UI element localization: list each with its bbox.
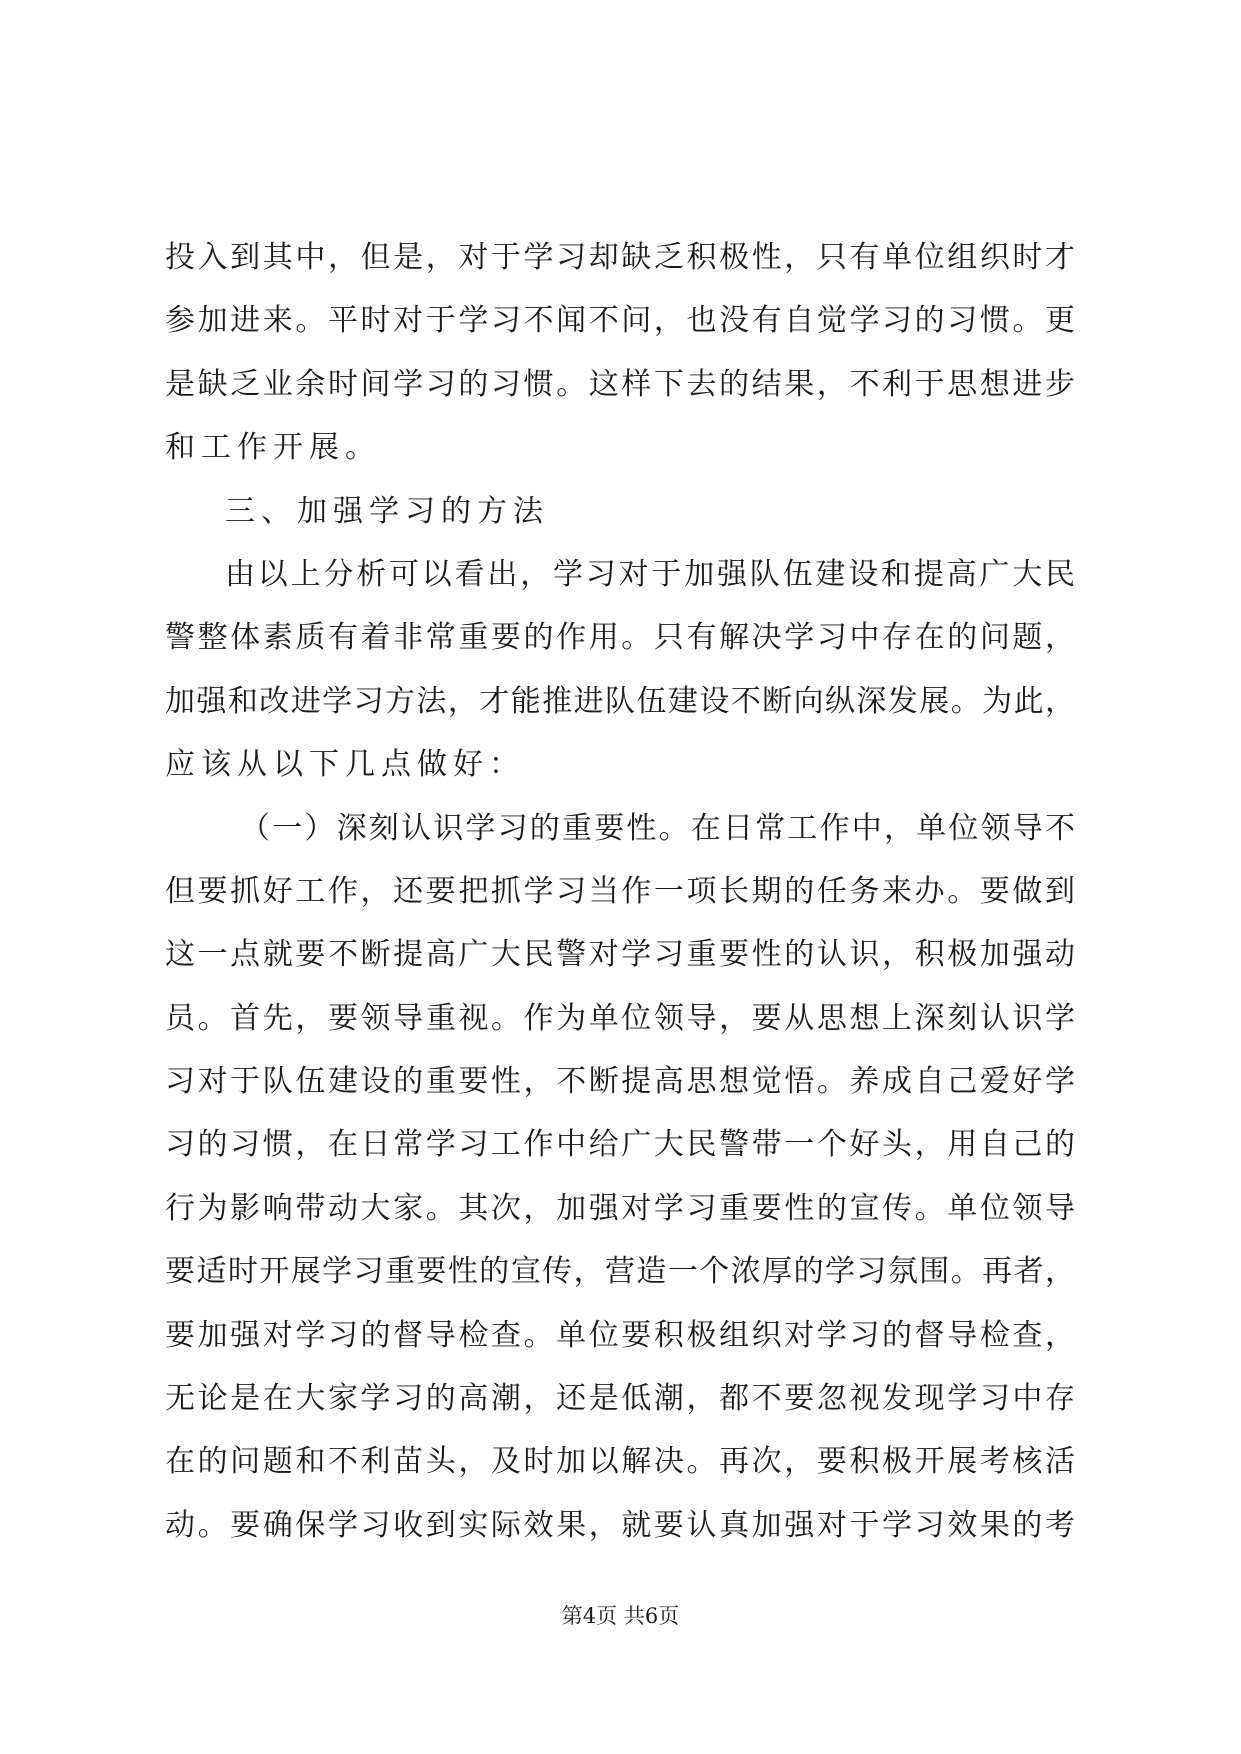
text-line: 行为影响带动大家。其次，加强对学习重要性的宣传。单位领导 xyxy=(165,1190,1075,1226)
text-line: 习的习惯，在日常学习工作中给广大民警带一个好头，用自己的 xyxy=(165,1127,1075,1163)
text-line: 加强和改进学习方法，才能推进队伍建设不断向纵深发展。为此， xyxy=(165,683,1075,719)
text-line: 应该从以下几点做好： xyxy=(165,747,525,783)
text-line: 员。首先，要领导重视。作为单位领导，要从思想上深刻认识学 xyxy=(165,1000,1075,1036)
text-line: （一）深刻认识学习的重要性。在日常工作中，单位领导不 xyxy=(240,810,1075,846)
text-line: 这一点就要不断提高广大民警对学习重要性的认识，积极加强动 xyxy=(165,937,1075,973)
page-footer: 第4页 共6页 xyxy=(561,1604,680,1628)
text-line: 是缺乏业余时间学习的习惯。这样下去的结果，不利于思想进步 xyxy=(165,366,1075,402)
text-line: 要适时开展学习重要性的宣传，营造一个浓厚的学习氛围。再者， xyxy=(165,1254,1075,1290)
text-line: 参加进来。平时对于学习不闻不问，也没有自觉学习的习惯。更 xyxy=(165,303,1075,339)
text-line: 但要抓好工作，还要把抓学习当作一项长期的任务来办。要做到 xyxy=(165,873,1075,909)
text-line: 在的问题和不利苗头，及时加以解决。再次，要积极开展考核活 xyxy=(165,1444,1075,1480)
text-line: 动。要确保学习收到实际效果，就要认真加强对于学习效果的考 xyxy=(165,1507,1075,1543)
text-line: 无论是在大家学习的高潮，还是低潮，都不要忽视发现学习中存 xyxy=(165,1381,1075,1417)
text-line: 习对于队伍建设的重要性，不断提高思想觉悟。养成自己爱好学 xyxy=(165,1064,1075,1100)
text-line: 警整体素质有着非常重要的作用。只有解决学习中存在的问题， xyxy=(165,620,1075,656)
document-body xyxy=(165,226,1075,1557)
text-line: 和工作开展。 xyxy=(165,430,381,466)
text-line: 要加强对学习的督导检查。单位要积极组织对学习的督导检查， xyxy=(165,1317,1075,1353)
section-heading: 三、加强学习的方法 xyxy=(225,493,549,529)
text-line: 投入到其中，但是，对于学习却缺乏积极性，只有单位组织时才 xyxy=(165,240,1075,275)
text-line: 由以上分析可以看出，学习对于加强队伍建设和提高广大民 xyxy=(225,556,1075,592)
